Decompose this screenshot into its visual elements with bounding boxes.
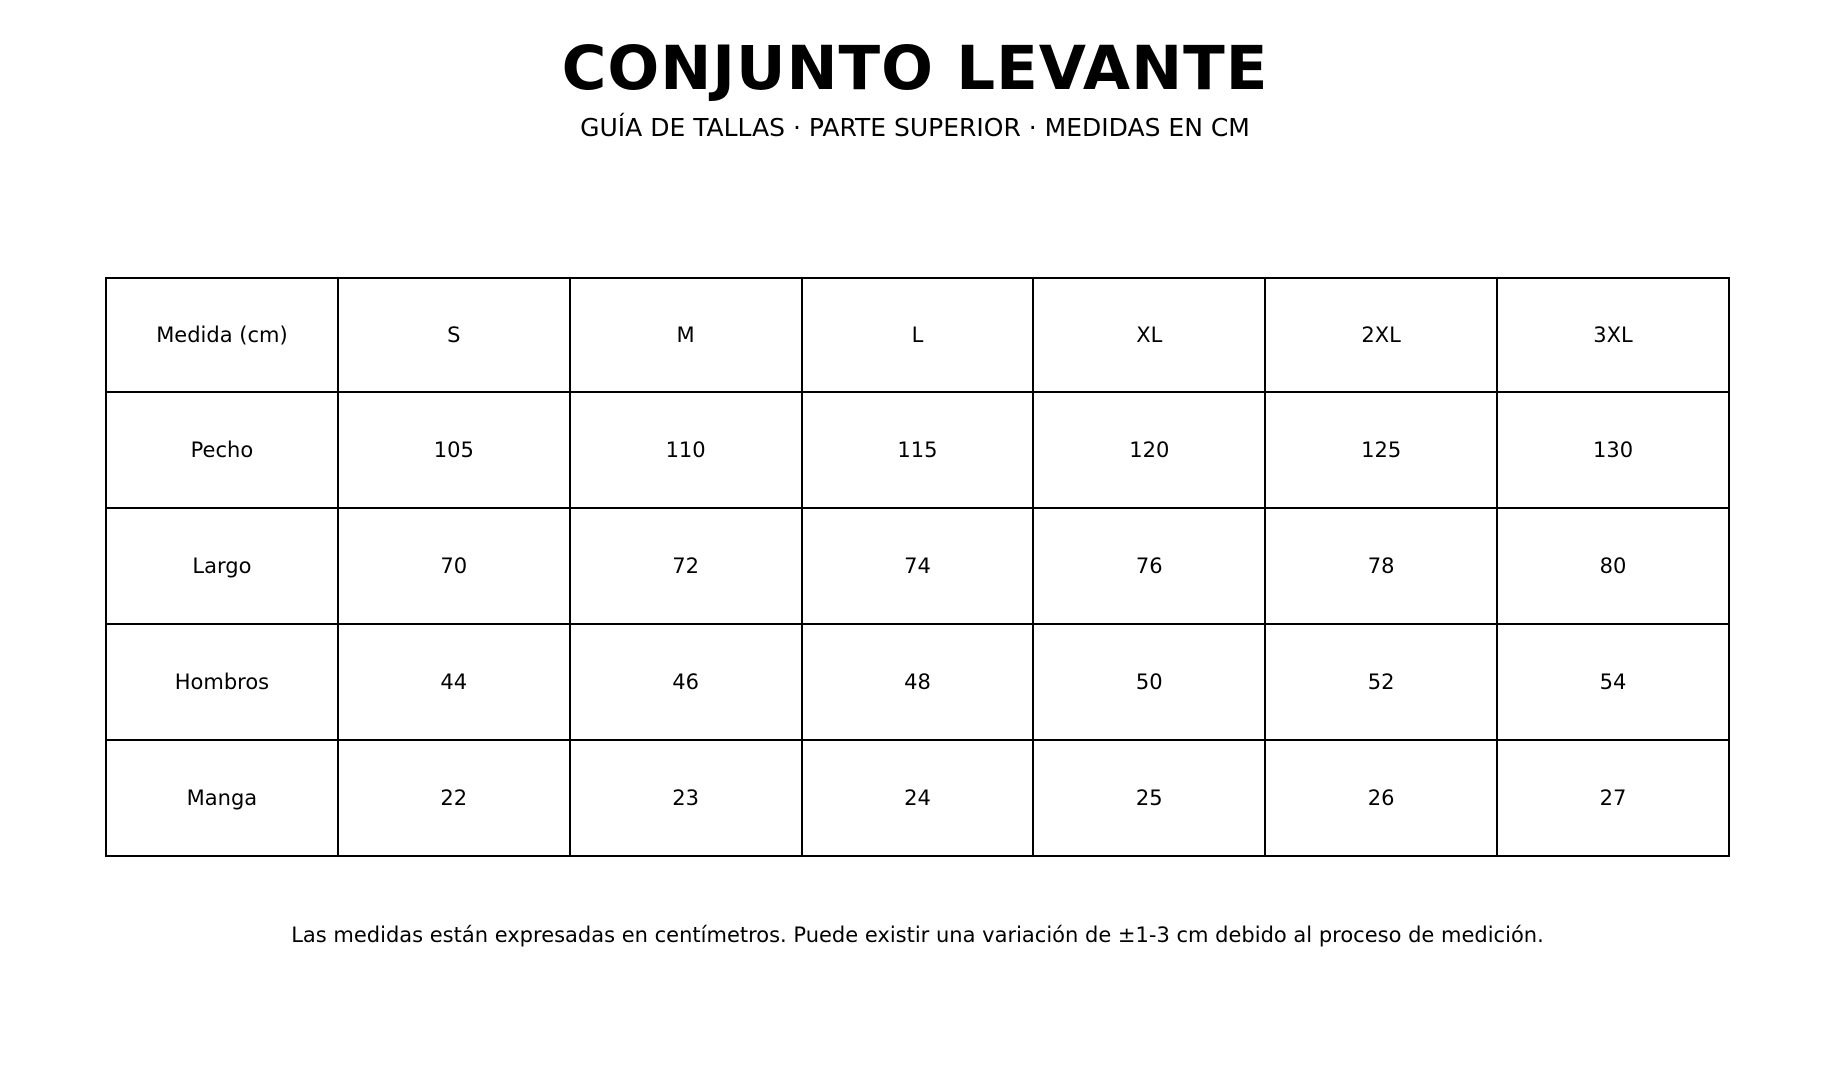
table-cell: 54: [1497, 624, 1729, 740]
table-cell: 115: [802, 392, 1034, 508]
table-row-pecho: [106, 392, 1729, 508]
column-header-size-3xl: 3XL: [1497, 278, 1729, 392]
table-row-largo: [106, 508, 1729, 624]
table-cell: 24: [802, 740, 1034, 856]
column-header-measure: Medida (cm): [106, 278, 338, 392]
footnote: Las medidas están expresadas en centímetros. Puede existir una variación de ±1-3 cm debido al proceso de medición.: [291, 923, 1544, 947]
table-cell: 78: [1265, 508, 1497, 624]
table-cell: 76: [1033, 508, 1265, 624]
table-cell: 110: [570, 392, 802, 508]
table-row-hombros: [106, 624, 1729, 740]
table-cell: 48: [802, 624, 1034, 740]
table-cell: 27: [1497, 740, 1729, 856]
table-cell: 70: [338, 508, 570, 624]
table-cell: 22: [338, 740, 570, 856]
table-cell: 125: [1265, 392, 1497, 508]
table-header-row: [106, 278, 1729, 392]
column-header-size-m: M: [570, 278, 802, 392]
row-label: Pecho: [106, 392, 338, 508]
table-cell: 25: [1033, 740, 1265, 856]
row-label: Hombros: [106, 624, 338, 740]
table-cell: 52: [1265, 624, 1497, 740]
table-cell: 74: [802, 508, 1034, 624]
table-cell: 120: [1033, 392, 1265, 508]
size-chart-table: [105, 277, 1730, 857]
column-header-size-s: S: [338, 278, 570, 392]
table-cell: 130: [1497, 392, 1729, 508]
table-cell: 50: [1033, 624, 1265, 740]
page-subtitle: GUÍA DE TALLAS · PARTE SUPERIOR · MEDIDAS EN CM: [580, 113, 1250, 142]
table-cell: 72: [570, 508, 802, 624]
column-header-size-2xl: 2XL: [1265, 278, 1497, 392]
table-cell: 44: [338, 624, 570, 740]
column-header-size-xl: XL: [1033, 278, 1265, 392]
column-header-size-l: L: [802, 278, 1034, 392]
table-cell: 105: [338, 392, 570, 508]
table-cell: 26: [1265, 740, 1497, 856]
table-cell: 80: [1497, 508, 1729, 624]
table-cell: 23: [570, 740, 802, 856]
table-cell: 46: [570, 624, 802, 740]
row-label: Largo: [106, 508, 338, 624]
page-title: CONJUNTO LEVANTE: [561, 33, 1269, 104]
row-label: Manga: [106, 740, 338, 856]
table-row-manga: [106, 740, 1729, 856]
